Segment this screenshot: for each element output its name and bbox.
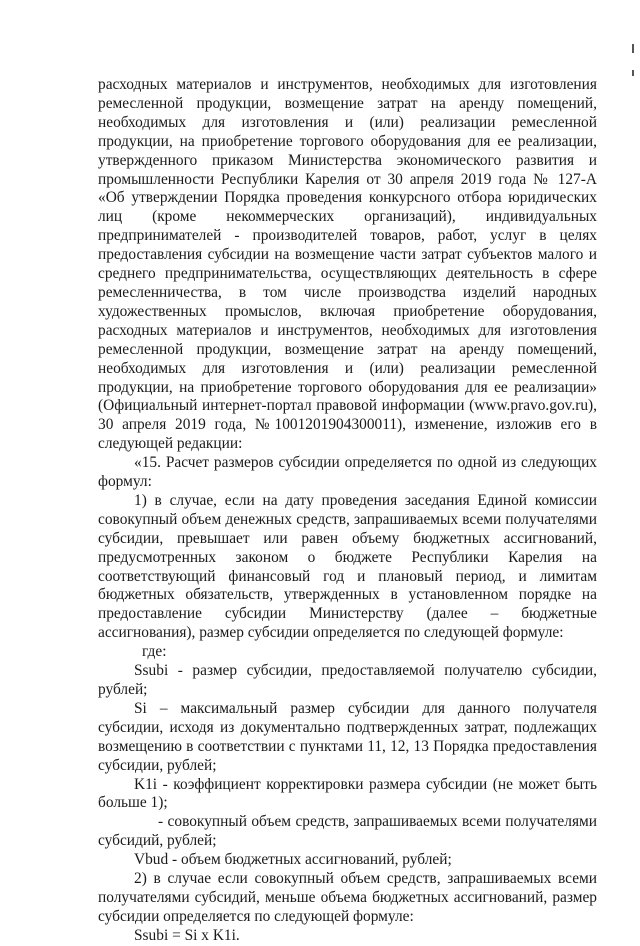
- paragraph-where: где:: [142, 643, 167, 661]
- definition-si: Si – максимальный размер субсидии для данного получателя субсидии, исходя из документально подтвержденных затрат, подлежащих возмещению в соответствии с пунктами 11, 12, 13 Порядка предоставления субсидии, рублей;: [98, 699, 597, 774]
- definition-k1i: K1i - коэффициент корректировки размера субсидии (не может быть больше 1);: [98, 775, 597, 812]
- paragraph-intro: расходных материалов и инструментов, необходимых для изготовления ремесленной продукции, возмещение затрат на аренду помещений, необходимых для изготовления и (или) реализации ремесленной продукции, на приобретение торгового оборудования для ее реализации, утвержденного приказом Министерства экономического развития и промышленности Республики Карелия от 30 апреля 2019 года № 127-А «Об утверждении Порядка проведения конкурсного отбора юридических лиц (кроме некоммерческих организаций), индивидуальных предпринимателей - производителей товаров, работ, услуг в целях предоставления субсидии на возмещение части затрат субъектов малого и среднего предпринимательства, осуществляющих деятельность в сфере ремесленничества, в том числе производства изделий народных художественных промыслов, включая приобретение оборудования, расходных материалов и инструментов, необходимых для изготовления ремесленной продукции, возмещение затрат на аренду помещений, необходимых для изготовления и (или) реализации ремесленной продукции, на приобретение торгового оборудования для ее реализации» (Официальный интернет-портал правовой информации (www.pravo.gov.ru), 30 апреля 2019 года, №1001201904300011), изменение, изложив его в следующей редакции:: [98, 76, 597, 453]
- scan-edge-mark: [632, 70, 634, 76]
- definition-ssubi: Ssubi - размер субсидии, предоставляемой получателю субсидии, рублей;: [98, 662, 597, 698]
- definition-total-requested: - совокупный объем средств, запрашиваемых всеми получателями субсидий, рублей;: [98, 813, 597, 850]
- scan-edge-mark: [632, 44, 634, 53]
- formula-case-2: Ssubi = Si х K1i.: [134, 926, 240, 944]
- document-text: [98, 76, 597, 946]
- paragraph-case-1: 1) в случае, если на дату проведения заседания Единой комиссии совокупный объем денежных средств, запрашиваемых всеми получателями субсидии, превышает или равен объему бюджетных ассигнований, предусмотренных законом о бюджете Республики Карелия на соответствующий финансовый год и плановый период, и лимитам бюджетных обязательств, утвержденных в установленном порядке на предоставление субсидии Министерству (далее – бюджетные ассигнования), размер субсидии определяется по следующей формуле:: [98, 491, 597, 642]
- definition-vbud: Vbud - объем бюджетных ассигнований, рублей;: [134, 851, 452, 869]
- paragraph-item-15: «15. Расчет размеров субсидии определяется по одной из следующих формул:: [98, 454, 597, 491]
- paragraph-case-2: 2) в случае если совокупный объем средств, запрашиваемых всеми получателями субсидий, меньше объема бюджетных ассигнований, размер субсидии определяется по следующей формуле:: [98, 870, 597, 925]
